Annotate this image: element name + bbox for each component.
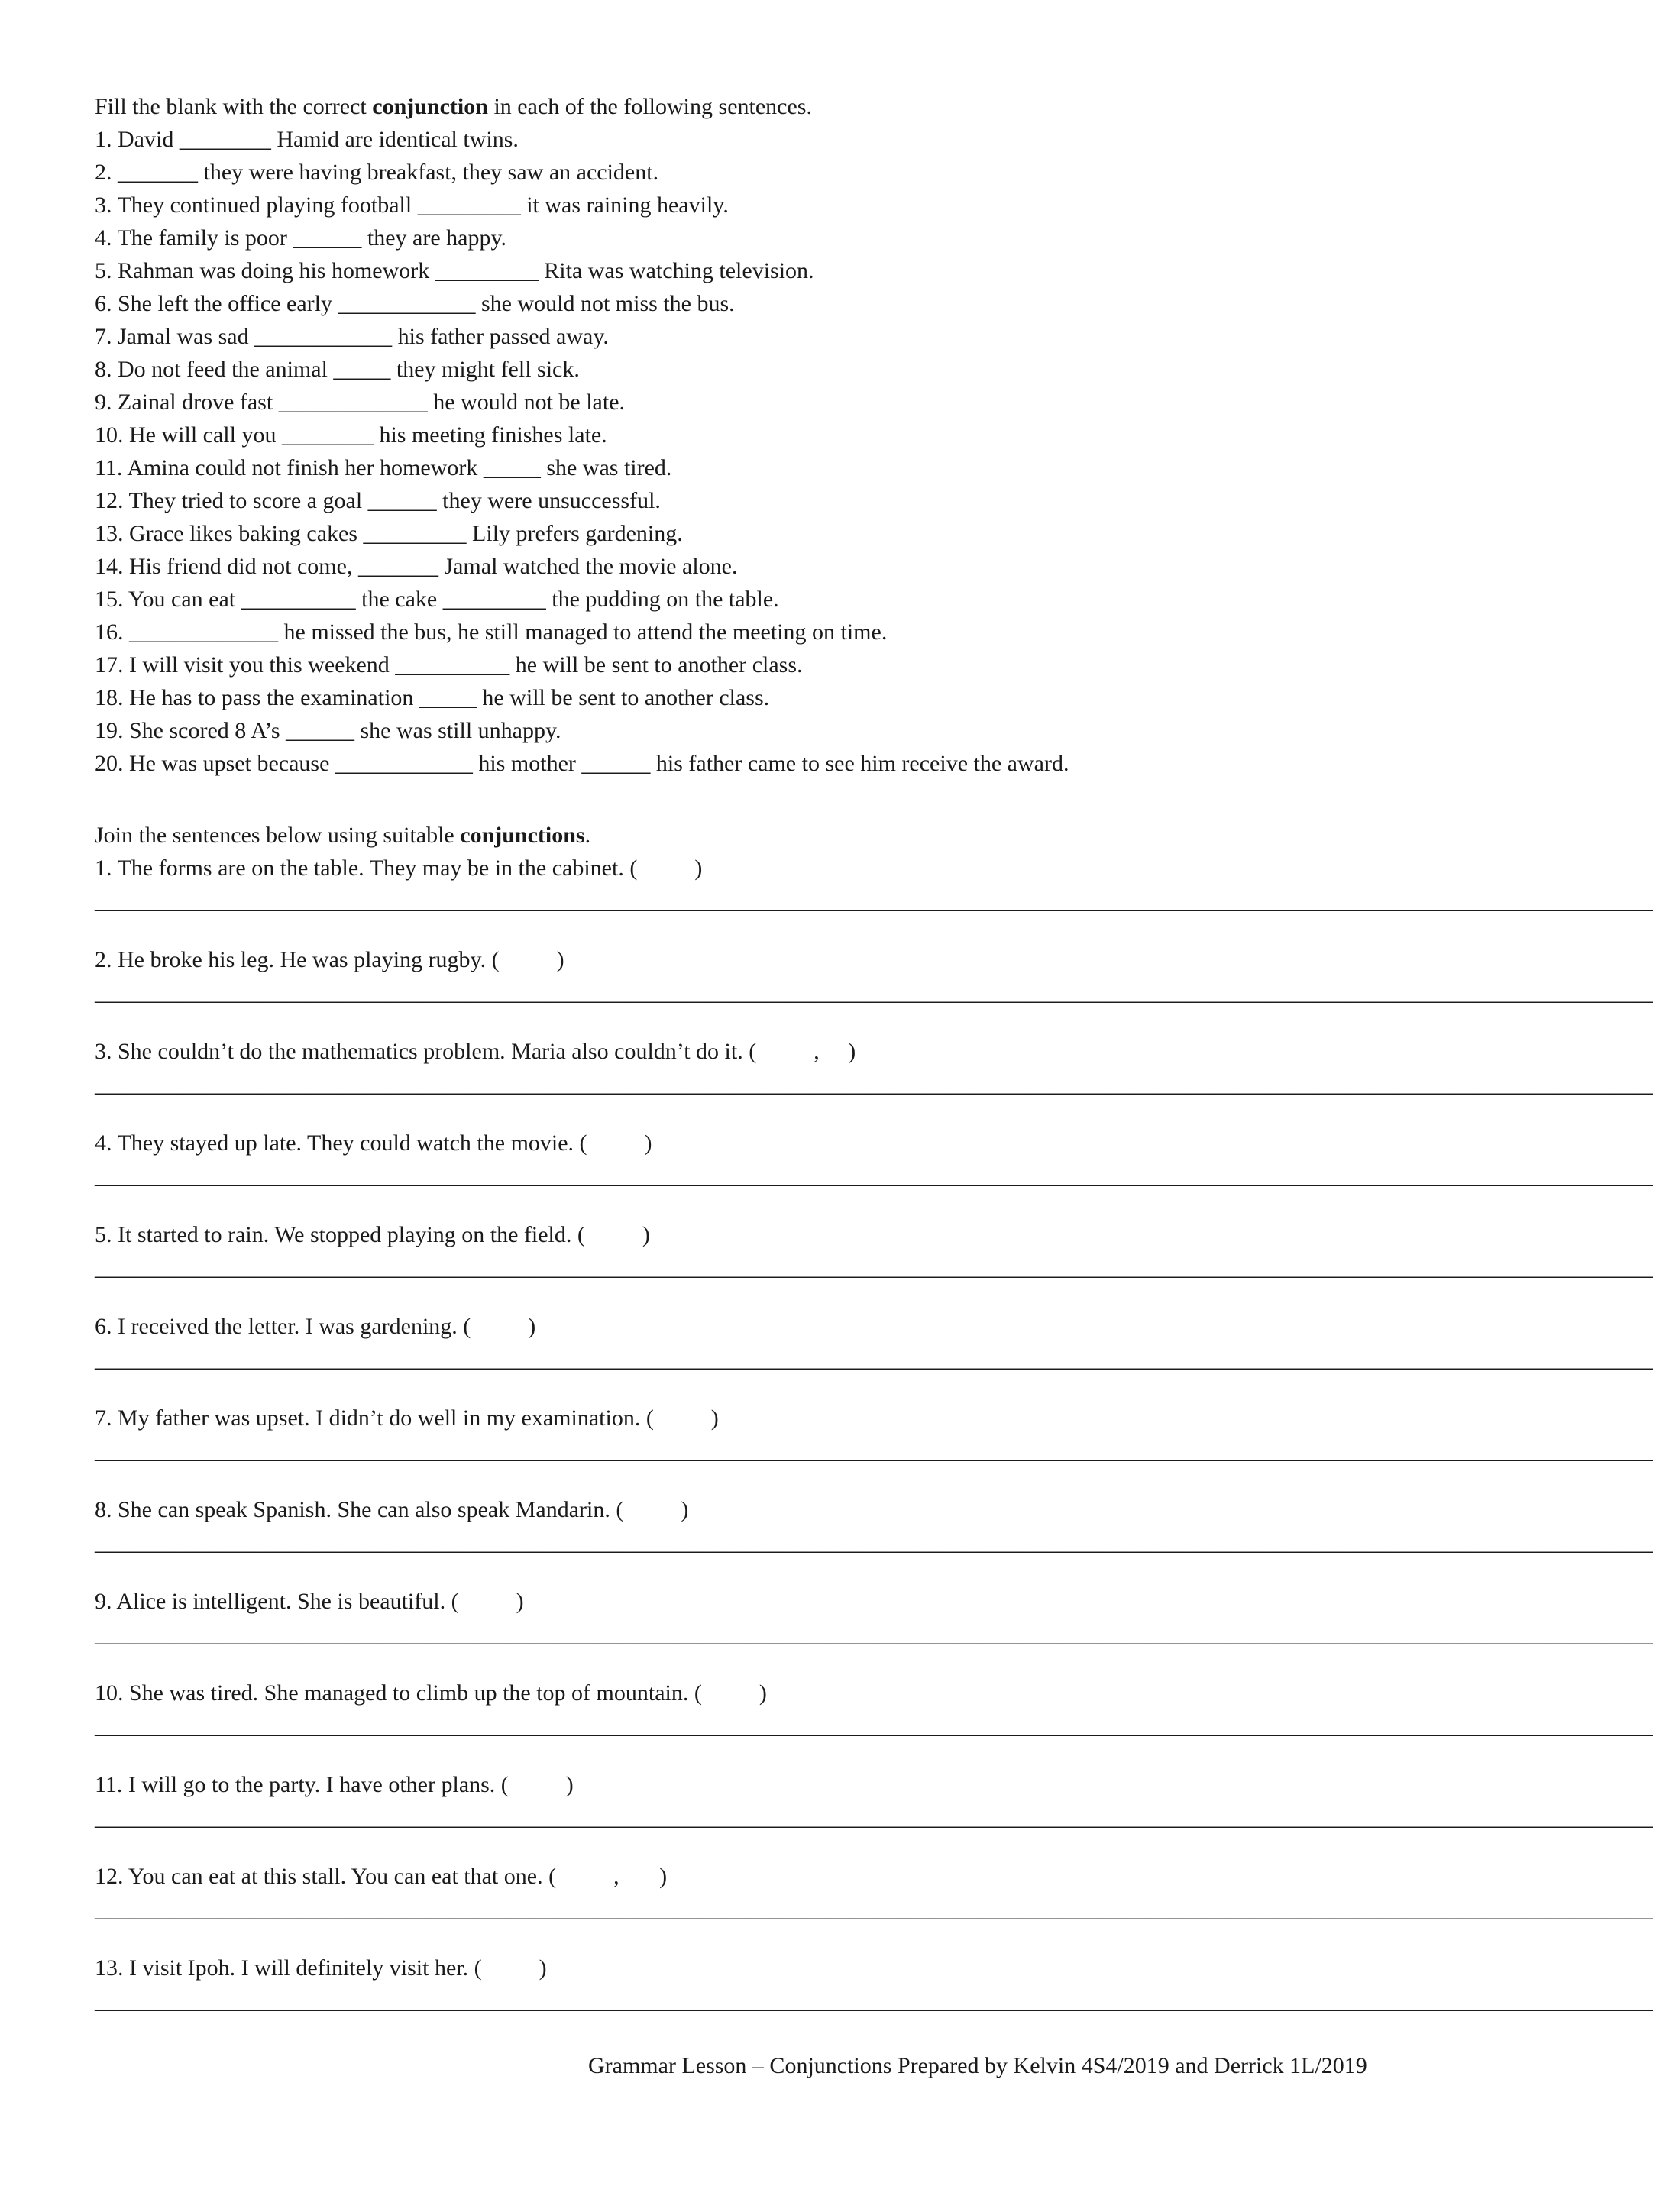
fill-in-item: 4. The family is poor ______ they are happy. — [95, 225, 507, 251]
join-item: 10. She was tired. She managed to climb up the top of mountain. ( ) — [95, 1680, 767, 1706]
footer-credit: Grammar Lesson – Conjunctions Prepared by Kelvin 4S4/2019 and Derrick 1L/2019 — [588, 2053, 1367, 2078]
fill-in-item: 3. They continued playing football _________ it was raining heavily. — [95, 192, 729, 218]
fill-in-item: 7. Jamal was sad ____________ his father passed away. — [95, 324, 609, 349]
answer-line[interactable]: ________________________________________________________________________________________________________________________________________ — [95, 1530, 1653, 1555]
answer-line[interactable]: ________________________________________________________________________________________________________________________________________ — [95, 1805, 1653, 1830]
answer-line[interactable]: ________________________________________________________________________________________________________________________________________ — [95, 1255, 1653, 1280]
instruction-keyword: conjunction — [372, 94, 488, 119]
fill-in-item: 15. You can eat __________ the cake _________ the pudding on the table. — [95, 587, 779, 612]
join-item: 9. Alice is intelligent. She is beautiful. ( ) — [95, 1589, 524, 1614]
instruction-text-end: . — [584, 823, 591, 848]
fill-in-item: 16. _____________ he missed the bus, he still managed to attend the meeting on time. — [95, 619, 888, 645]
join-item: 12. You can eat at this stall. You can eat that one. ( , ) — [95, 1864, 668, 1889]
join-instruction — [95, 819, 1531, 852]
fill-in-item: 9. Zainal drove fast _____________ he would not be late. — [95, 390, 626, 415]
fill-in-item: 17. I will visit you this weekend __________ he will be sent to another class. — [95, 652, 803, 678]
fill-in-item: 12. They tried to score a goal ______ they were unsuccessful. — [95, 488, 661, 513]
join-sentences-section — [95, 819, 1653, 2017]
answer-line[interactable]: ________________________________________________________________________________________________________________________________________ — [95, 1988, 1653, 2013]
instruction-text-end: in each of the following sentences. — [487, 94, 812, 119]
fill-in-section — [95, 90, 1531, 780]
answer-line[interactable]: ________________________________________________________________________________________________________________________________________ — [95, 1713, 1653, 1738]
join-item: 8. She can speak Spanish. She can also speak Mandarin. ( ) — [95, 1497, 689, 1522]
fill-in-item: 20. He was upset because ____________ his mother ______ his father came to see him receive the award. — [95, 751, 1069, 776]
answer-line[interactable]: ________________________________________________________________________________________________________________________________________ — [95, 980, 1653, 1005]
fill-in-item: 11. Amina could not finish her homework _____ she was tired. — [95, 455, 672, 480]
join-item: 13. I visit Ipoh. I will definitely visit her. ( ) — [95, 1955, 547, 1981]
fill-in-item: 14. His friend did not come, _______ Jamal watched the movie alone. — [95, 554, 738, 579]
fill-in-item: 13. Grace likes baking cakes _________ Lily prefers gardening. — [95, 521, 683, 546]
answer-line[interactable]: ________________________________________________________________________________________________________________________________________ — [95, 1622, 1653, 1647]
fill-in-item: 1. David ________ Hamid are identical twins. — [95, 127, 519, 152]
fill-in-item: 5. Rahman was doing his homework _________ Rita was watching television. — [95, 258, 814, 283]
fill-in-item: 6. She left the office early ____________ she would not miss the bus. — [95, 291, 735, 316]
answer-line[interactable]: ________________________________________________________________________________________________________________________________________ — [95, 1438, 1653, 1463]
instruction-text: Fill the blank with the correct — [95, 94, 373, 119]
join-item: 7. My father was upset. I didn’t do well in my examination. ( ) — [95, 1405, 719, 1431]
instruction-text: Join the sentences below using suitable — [95, 823, 461, 848]
fill-in-instruction — [95, 90, 1531, 123]
fill-in-item: 10. He will call you ________ his meeting finishes late. — [95, 422, 607, 448]
fill-in-item: 2. _______ they were having breakfast, they saw an accident. — [95, 160, 659, 185]
join-item: 5. It started to rain. We stopped playing on the field. ( ) — [95, 1222, 650, 1247]
answer-line[interactable]: ________________________________________________________________________________________________________________________________________ — [95, 1072, 1653, 1097]
answer-line[interactable]: ________________________________________________________________________________________________________________________________________ — [95, 1897, 1653, 1922]
join-item: 11. I will go to the party. I have other plans. ( ) — [95, 1772, 574, 1797]
join-item: 2. He broke his leg. He was playing rugby. ( ) — [95, 947, 564, 972]
fill-in-item: 18. He has to pass the examination _____ he will be sent to another class. — [95, 685, 770, 710]
join-item: 4. They stayed up late. They could watch the movie. ( ) — [95, 1130, 652, 1156]
instruction-keyword: conjunctions — [460, 823, 585, 848]
join-item: 1. The forms are on the table. They may be in the cabinet. ( ) — [95, 855, 703, 881]
fill-in-item: 19. She scored 8 A’s ______ she was still unhappy. — [95, 718, 561, 743]
answer-line[interactable]: ________________________________________________________________________________________________________________________________________ — [95, 888, 1653, 914]
fill-in-item: 8. Do not feed the animal _____ they might fell sick. — [95, 357, 580, 382]
join-item: 3. She couldn’t do the mathematics problem. Maria also couldn’t do it. ( , ) — [95, 1039, 856, 1064]
join-item: 6. I received the letter. I was gardening. ( ) — [95, 1314, 536, 1339]
answer-line[interactable]: ________________________________________________________________________________________________________________________________________ — [95, 1347, 1653, 1372]
answer-line[interactable]: ________________________________________________________________________________________________________________________________________ — [95, 1163, 1653, 1188]
